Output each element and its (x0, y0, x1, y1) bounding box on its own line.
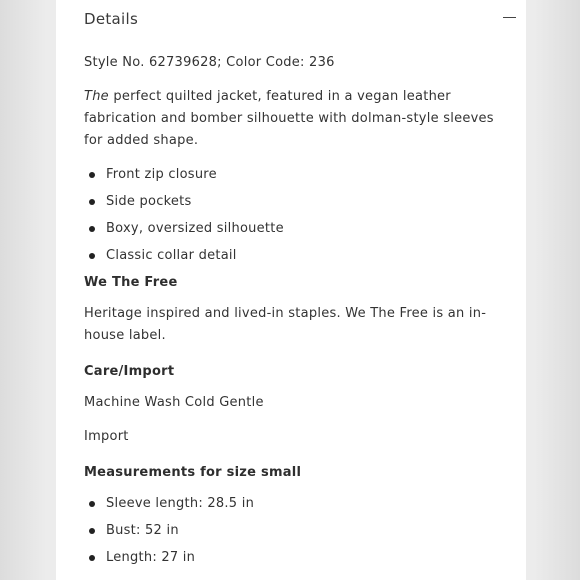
bullet-icon (89, 555, 95, 561)
bullet-icon (89, 199, 95, 205)
details-content (84, 52, 516, 574)
bullet-icon (89, 172, 95, 178)
list-item: Bust: 52 in (84, 520, 516, 547)
import-note: Import (84, 429, 129, 444)
list-item: Boxy, oversized silhouette (84, 218, 516, 245)
care-instruction: Machine Wash Cold Gentle (84, 395, 264, 410)
collapse-button[interactable] (498, 6, 520, 28)
list-item: Length: 27 in (84, 547, 516, 574)
details-header[interactable] (84, 0, 526, 36)
list-item: Front zip closure (84, 164, 516, 191)
bullet-icon (89, 501, 95, 507)
brand-heading: We The Free (84, 275, 178, 290)
product-description (84, 86, 516, 152)
list-item: Classic collar detail (84, 245, 516, 272)
measurements-heading: Measurements for size small (84, 465, 302, 480)
minus-icon (503, 17, 516, 18)
description-text: perfect quilted jacket, featured in a vegan leather fabrication and bomber silhouette with dolman-style sleeves for added shape. (84, 89, 494, 148)
list-item: Side pockets (84, 191, 516, 218)
description-lead: The (84, 89, 109, 104)
list-item: Sleeve length: 28.5 in (84, 493, 516, 520)
bullet-icon (89, 528, 95, 534)
details-panel (56, 0, 526, 580)
measurements-list (84, 493, 516, 574)
brand-description: Heritage inspired and lived-in staples. We The Free is an in-house label. (84, 306, 487, 343)
care-heading: Care/Import (84, 364, 175, 379)
style-number: Style No. 62739628; Color Code: 236 (84, 55, 335, 70)
feature-list (84, 164, 516, 272)
details-title: Details (84, 10, 139, 28)
bullet-icon (89, 253, 95, 259)
bullet-icon (89, 226, 95, 232)
